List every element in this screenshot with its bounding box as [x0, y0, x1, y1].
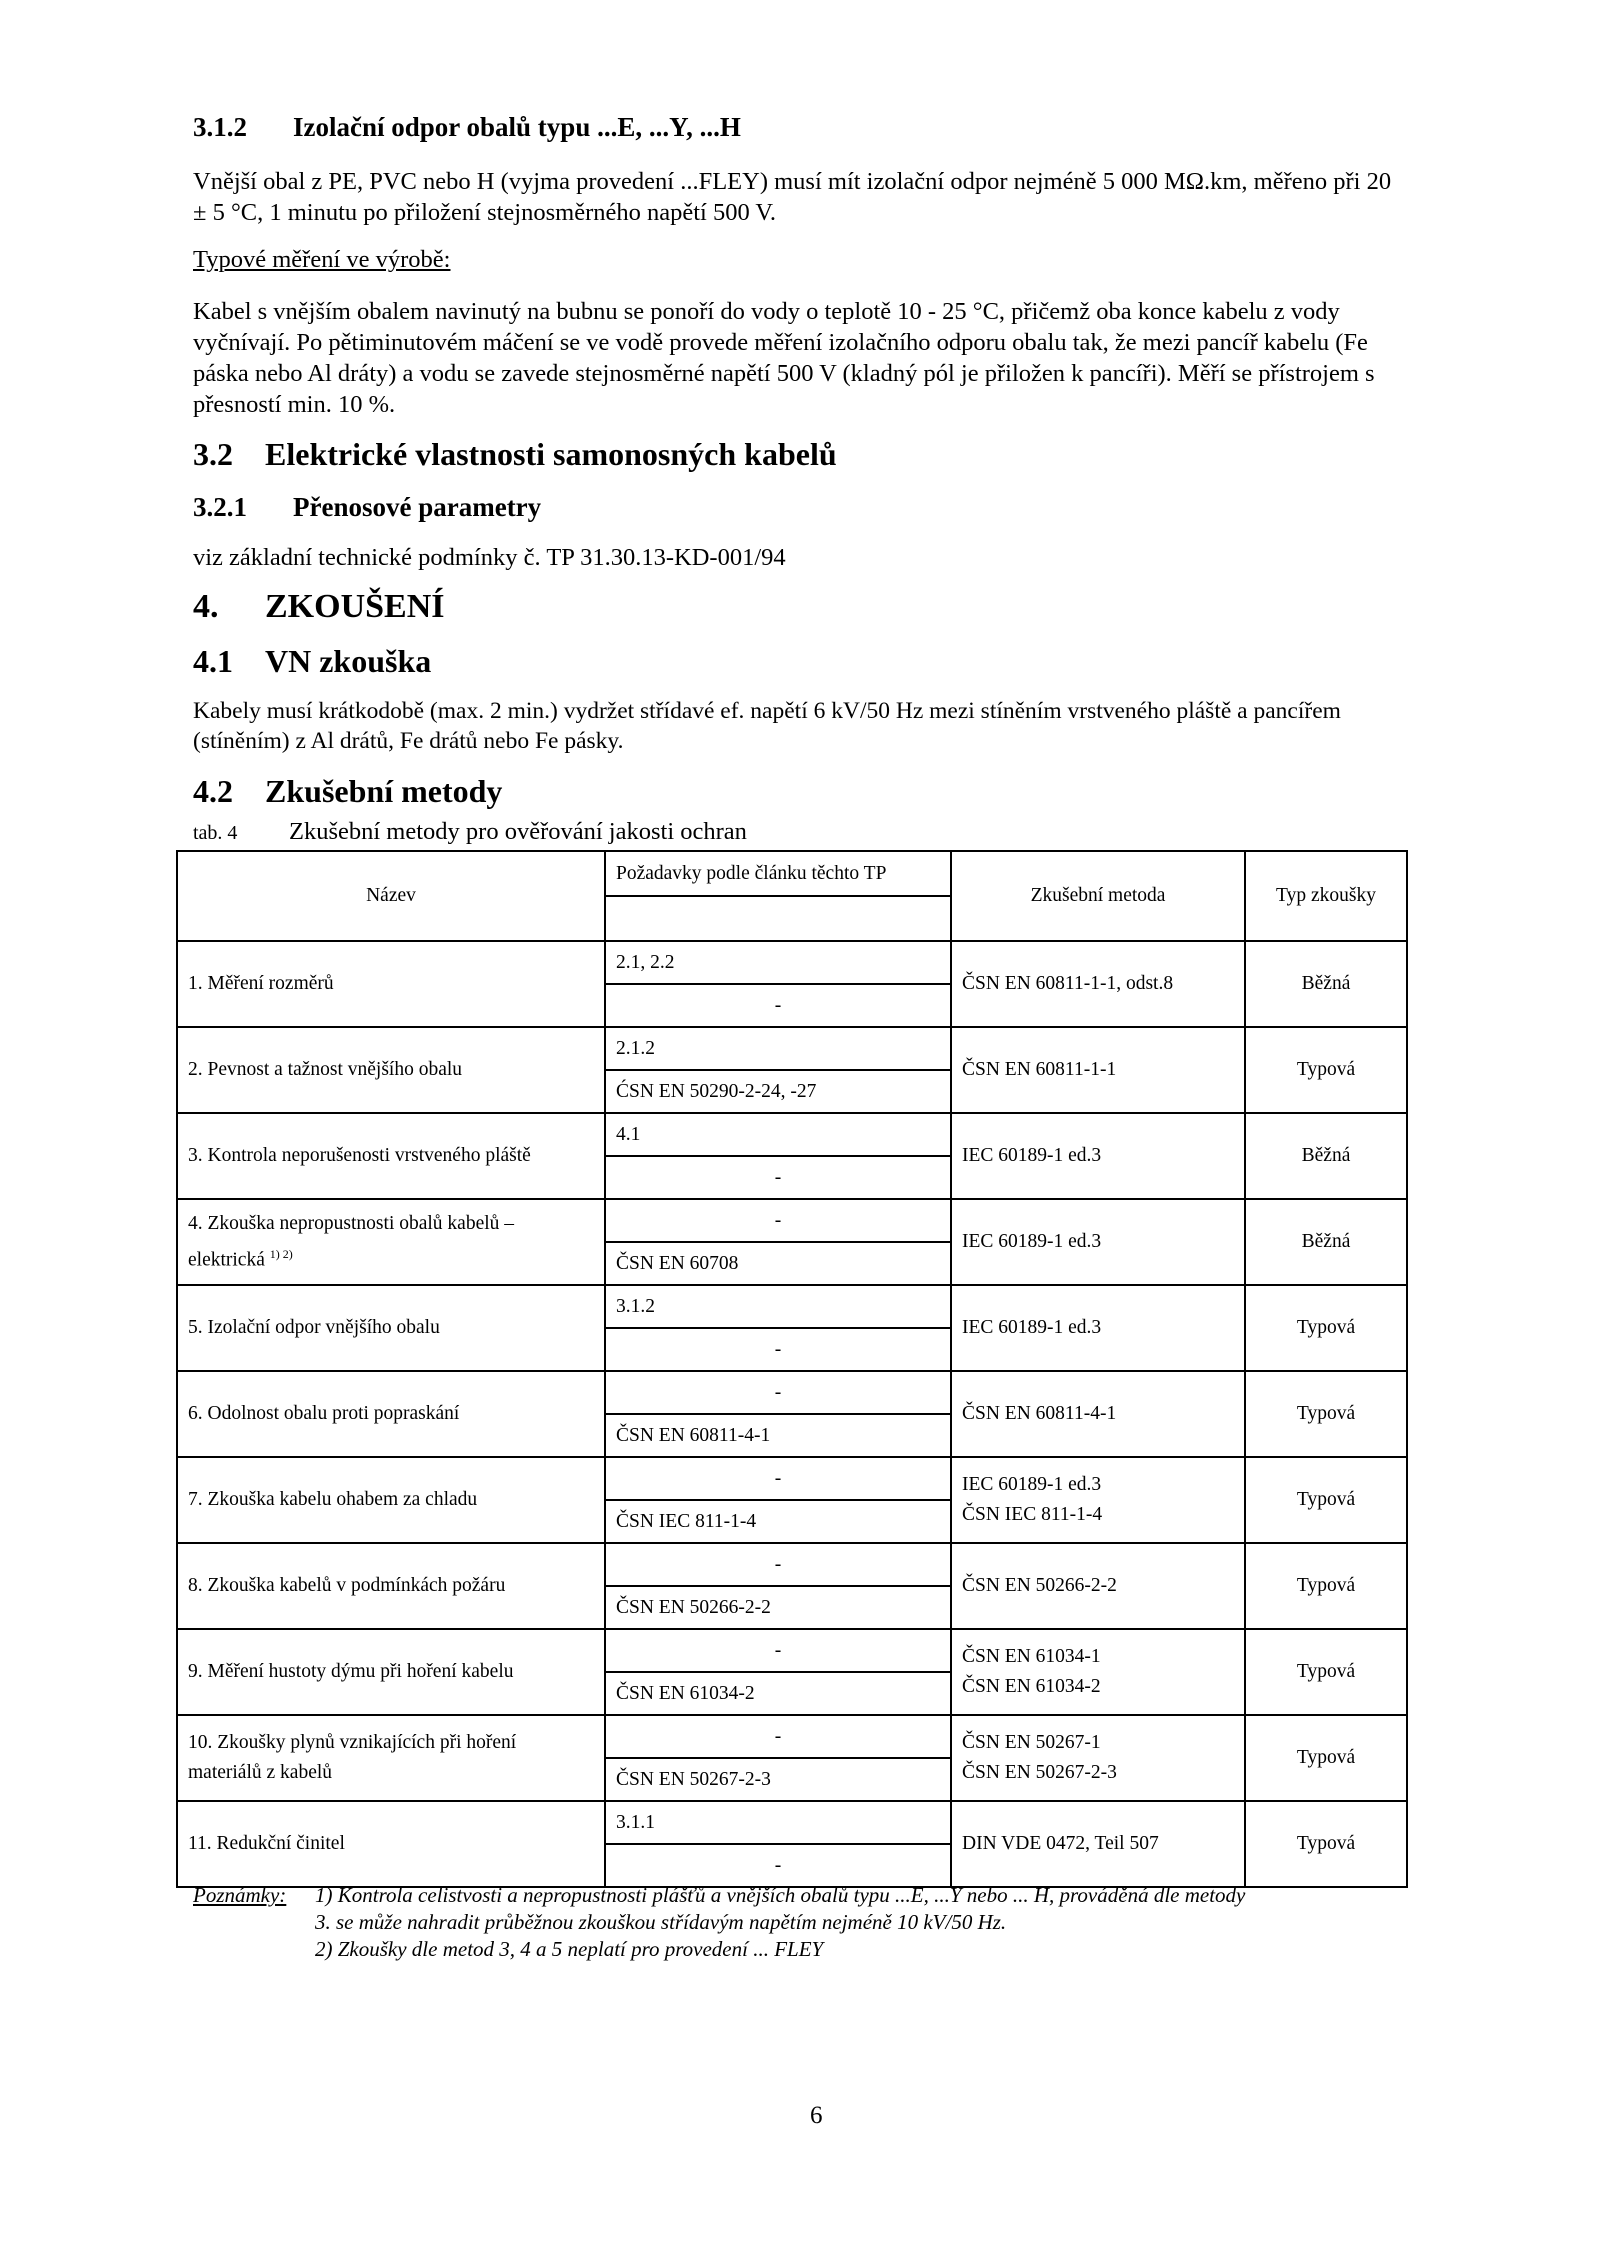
- cell-req-tp: 2.1.2: [605, 1027, 951, 1070]
- page-number: 6: [810, 2102, 823, 2129]
- header-type: Typ zkoušky: [1245, 851, 1407, 941]
- cell-test-type: Typová: [1245, 1027, 1407, 1113]
- cell-test-type: Běžná: [1245, 1113, 1407, 1199]
- header-method: Zkušební metoda: [951, 851, 1245, 941]
- header-name: Název: [177, 851, 605, 941]
- cell-test-name: 11. Redukční činitel: [177, 1801, 605, 1887]
- cell-test-name: 5. Izolační odpor vnějšího obalu: [177, 1285, 605, 1371]
- section-heading-4: 4. ZKOUŠENÍ: [193, 588, 445, 625]
- table-row: [177, 1027, 1407, 1070]
- cell-method: ČSN EN 60811-4-1: [951, 1371, 1245, 1457]
- cell-test-name: 7. Zkouška kabelu ohabem za chladu: [177, 1457, 605, 1543]
- table-row: [177, 1629, 1407, 1672]
- paragraph-hv-test: Kabely musí krátkodobě (max. 2 min.) vydržet střídavé ef. napětí 6 kV/50 Hz mezi stíněním vrstveného pláště a pancířem (stíněním) z Al drátů, Fe drátů nebo Fe pásky.: [193, 698, 1341, 754]
- cell-req-norm: -: [605, 1156, 951, 1199]
- cell-test-name: 2. Pevnost a tažnost vnějšího obalu: [177, 1027, 605, 1113]
- cell-test-name: 1. Měření rozměrů: [177, 941, 605, 1027]
- table-label: tab. 4: [193, 822, 238, 844]
- cell-req-tp: -: [605, 1199, 951, 1242]
- test-methods-table: [176, 850, 1408, 1888]
- table-row: [177, 1715, 1407, 1758]
- cell-req-tp: -: [605, 1629, 951, 1672]
- cell-test-name: [177, 1199, 605, 1285]
- cell-test-type: Běžná: [1245, 941, 1407, 1027]
- cell-method: [951, 1715, 1245, 1801]
- section-heading-4-1: 4.1 VN zkouška: [193, 643, 432, 679]
- cell-method: [951, 1457, 1245, 1543]
- table-row: [177, 1457, 1407, 1500]
- cell-test-type: Typová: [1245, 1285, 1407, 1371]
- test-name-line2: elektrická: [188, 1249, 265, 1271]
- cell-req-tp: -: [605, 1457, 951, 1500]
- cell-test-name: 6. Odolnost obalu proti popraskání: [177, 1371, 605, 1457]
- method-line1: ČSN EN 61034-1: [962, 1646, 1101, 1667]
- section-heading-4-2: 4.2 Zkušební metody: [193, 773, 503, 809]
- cell-method: IEC 60189-1 ed.3: [951, 1285, 1245, 1371]
- test-name-line1: 10. Zkoušky plynů vznikajících při hoření: [188, 1732, 517, 1753]
- note-1: 1) Kontrola celistvosti a nepropustnosti plášťů a vnějších obalů typu ...E, ...Y nebo ... H, prováděná dle metody: [315, 1883, 1246, 1907]
- cell-req-norm: ČSN EN 60708: [605, 1242, 951, 1285]
- cell-test-name: 3. Kontrola neporušenosti vrstveného pláště: [177, 1113, 605, 1199]
- test-name-line2: materiálů z kabelů: [188, 1762, 333, 1783]
- cell-method: ČSN EN 60811-1-1, odst.8: [951, 941, 1245, 1027]
- cell-test-name: 8. Zkouška kabelů v podmínkách požáru: [177, 1543, 605, 1629]
- cell-method: [951, 1629, 1245, 1715]
- notes-label: Poznámky:: [193, 1883, 287, 1907]
- table-row: [177, 1543, 1407, 1586]
- table-row: [177, 1285, 1407, 1328]
- cell-req-tp: 2.1, 2.2: [605, 941, 951, 984]
- cell-req-tp: -: [605, 1715, 951, 1758]
- section-heading-3-2: 3.2 Elektrické vlastnosti samonosných kabelů: [193, 436, 837, 472]
- paragraph-insulation-requirement: Vnější obal z PE, PVC nebo H (vyjma provedení ...FLEY) musí mít izolační odpor nejméně 5 000 MΩ.km, měřeno při 20 ± 5 °C, 1 minutu po přiložení stejnosměrného napětí 500 V.: [193, 168, 1392, 226]
- test-name-line1: 4. Zkouška nepropustnosti obalů kabelů –: [188, 1212, 515, 1234]
- cell-method: ČSN EN 50266-2-2: [951, 1543, 1245, 1629]
- table-row: [177, 1801, 1407, 1844]
- cell-req-norm: -: [605, 1844, 951, 1887]
- typove-mereni-label: Typové měření ve výrobě:: [193, 246, 451, 273]
- cell-test-type: Typová: [1245, 1801, 1407, 1887]
- footnote-marker: 1) 2): [269, 1246, 293, 1261]
- table-row: [177, 941, 1407, 984]
- cell-req-norm: -: [605, 1328, 951, 1371]
- table-caption-text: Zkušební metody pro ověřování jakosti ochran: [289, 818, 747, 845]
- cell-test-type: Typová: [1245, 1629, 1407, 1715]
- cell-test-name: [177, 1715, 605, 1801]
- cell-req-norm: ČSN EN 50267-2-3: [605, 1758, 951, 1801]
- cell-method: IEC 60189-1 ed.3: [951, 1199, 1245, 1285]
- header-req-norm: [605, 896, 951, 941]
- method-line2: ČSN EN 50267-2-3: [962, 1762, 1117, 1783]
- cell-test-type: Běžná: [1245, 1199, 1407, 1285]
- table-row: [177, 1113, 1407, 1156]
- table-row: [177, 1371, 1407, 1414]
- notes: [193, 1882, 1245, 1908]
- cell-method: IEC 60189-1 ed.3: [951, 1113, 1245, 1199]
- cell-req-norm: ČSN EN 50266-2-2: [605, 1586, 951, 1629]
- note-2: 2) Zkoušky dle metod 3, 4 a 5 neplatí pro provedení ... FLEY: [315, 1937, 824, 1961]
- cell-req-norm: ČSN IEC 811-1-4: [605, 1500, 951, 1543]
- cell-method: ČSN EN 60811-1-1: [951, 1027, 1245, 1113]
- cell-test-type: Typová: [1245, 1457, 1407, 1543]
- method-line2: ČSN IEC 811-1-4: [962, 1504, 1103, 1525]
- header-req-tp: Požadavky podle článku těchto TP: [605, 851, 951, 896]
- cell-req-tp: 4.1: [605, 1113, 951, 1156]
- method-line2: ČSN EN 61034-2: [962, 1676, 1101, 1697]
- cell-test-type: Typová: [1245, 1371, 1407, 1457]
- cell-test-type: Typová: [1245, 1715, 1407, 1801]
- cell-req-tp: -: [605, 1543, 951, 1586]
- table-row: [177, 1199, 1407, 1242]
- section-heading-3-1-2: 3.1.2 Izolační odpor obalů typu ...E, ...Y, ...H: [193, 112, 741, 142]
- section-heading-3-2-1: 3.2.1 Přenosové parametry: [193, 492, 542, 522]
- cell-method: DIN VDE 0472, Teil 507: [951, 1801, 1245, 1887]
- cell-req-norm: ĆSN EN 50290-2-24, -27: [605, 1070, 951, 1113]
- paragraph-transmission-reference: viz základní technické podmínky č. TP 31.30.13-KD-001/94: [193, 544, 786, 571]
- cell-test-type: Typová: [1245, 1543, 1407, 1629]
- cell-req-norm: -: [605, 984, 951, 1027]
- cell-req-tp: 3.1.2: [605, 1285, 951, 1328]
- method-line1: ČSN EN 50267-1: [962, 1732, 1101, 1753]
- table-caption: [193, 818, 747, 846]
- cell-req-norm: ČSN EN 61034-2: [605, 1672, 951, 1715]
- cell-test-name: 9. Měření hustoty dýmu při hoření kabelu: [177, 1629, 605, 1715]
- cell-req-tp: -: [605, 1371, 951, 1414]
- paragraph-measurement-procedure: Kabel s vnějším obalem navinutý na bubnu se ponoří do vody o teplotě 10 - 25 °C, přičemž oba konce kabelu z vody vyčnívají. Po pětiminutovém máčení se ve vodě provede měření izolačního odporu obalu tak, že mezi pancíř kabelu (Fe páska nebo Al dráty) a vodu se zavede stejnosměrné napětí 500 V (kladný pól je přiložen k pancíři). Měří se přístrojem s přesností min. 10 %.: [193, 298, 1375, 418]
- method-line1: IEC 60189-1 ed.3: [962, 1474, 1102, 1495]
- cell-req-tp: 3.1.1: [605, 1801, 951, 1844]
- note-1-continuation: 3. se může nahradit průběžnou zkouškou střídavým napětím nejméně 10 kV/50 Hz.: [315, 1910, 1007, 1934]
- cell-req-norm: ČSN EN 60811-4-1: [605, 1414, 951, 1457]
